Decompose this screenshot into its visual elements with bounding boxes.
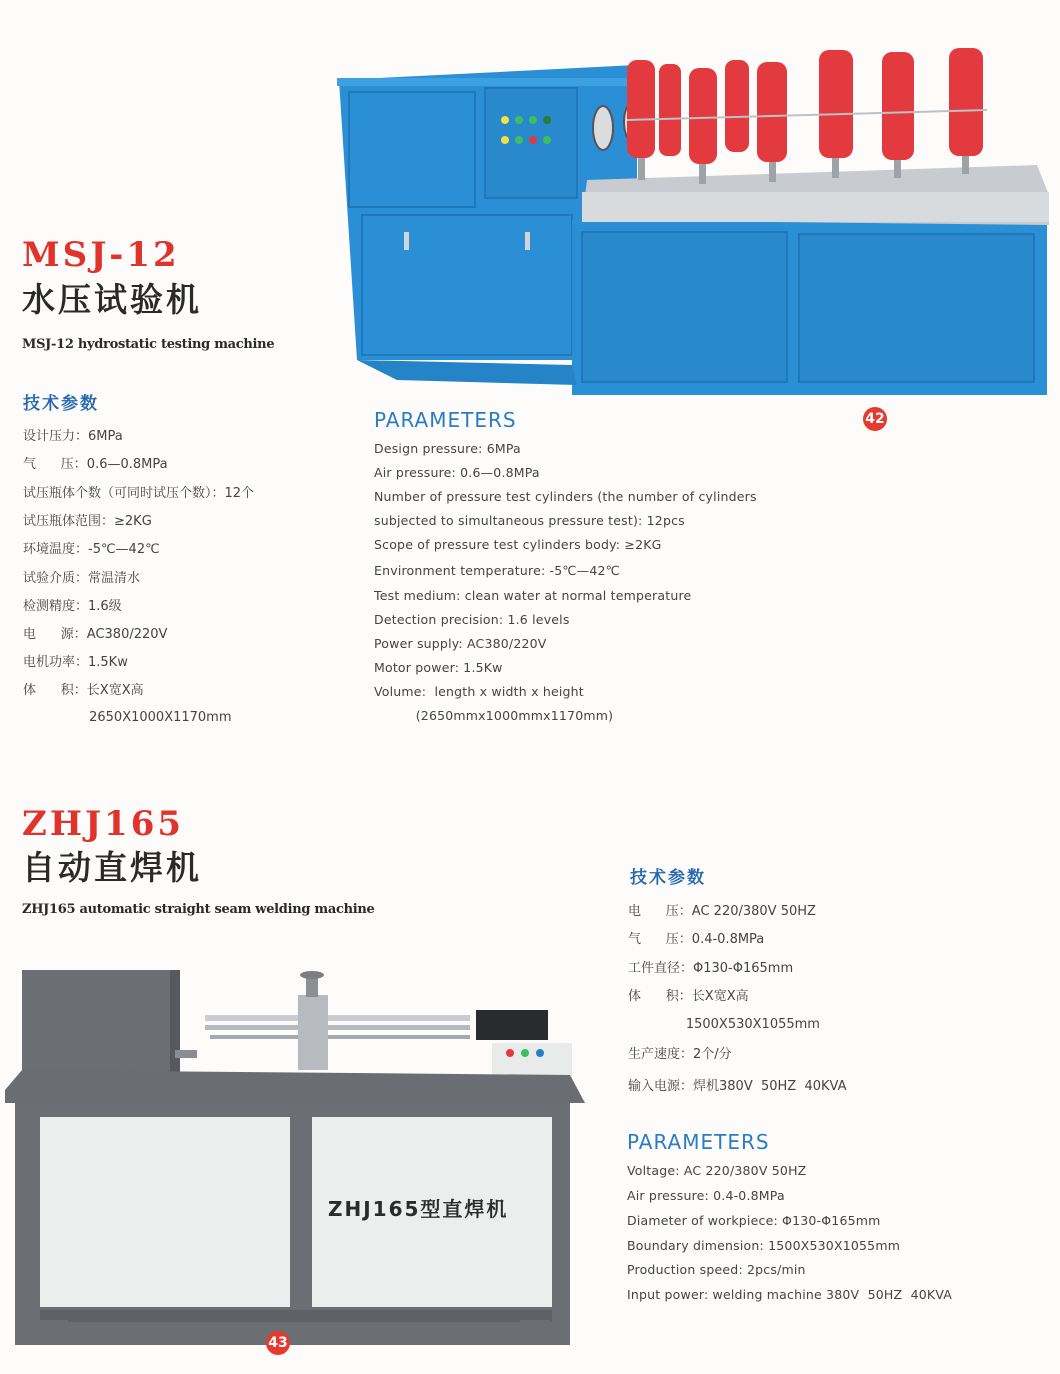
specs-en-heading: PARAMETERS	[374, 408, 517, 432]
spec-line: 设计压力：6MPa	[23, 429, 123, 444]
spec-line: 气 压：0.4-0.8MPa	[628, 932, 765, 947]
spec-line: subjected to simultaneous pressure test): 12pcs	[374, 513, 685, 528]
spec-line: 试压瓶体范围：≥2KG	[23, 514, 152, 529]
model-number: MSJ-12	[22, 235, 180, 275]
product-name-cn: 自动直焊机	[22, 848, 202, 887]
spec-line: Input power: welding machine 380V 50HZ 40KVA	[627, 1287, 953, 1302]
spec-line: 电 压：AC 220/380V 50HZ	[628, 904, 816, 919]
spec-line: Volume: length x width x height	[374, 684, 584, 699]
specs-cn-heading: 技术参数	[23, 394, 99, 414]
page-number-badge: 43	[266, 1331, 290, 1355]
page-number-badge: 42	[863, 407, 887, 431]
spec-line: Design pressure: 6MPa	[374, 441, 521, 456]
spec-line: 生产速度：2个/分	[628, 1047, 732, 1062]
spec-line: Number of pressure test cylinders (the number of cylinders	[374, 489, 757, 504]
spec-line: Test medium: clean water at normal temperature	[374, 588, 692, 603]
spec-line: Air pressure: 0.4-0.8MPa	[627, 1188, 785, 1203]
spec-line: Motor power: 1.5Kw	[374, 660, 503, 675]
spec-line: Scope of pressure test cylinders body: ≥2KG	[374, 537, 662, 552]
spec-line: Voltage: AC 220/380V 50HZ	[627, 1163, 807, 1178]
spec-line: Environment temperature: -5℃—42℃	[374, 563, 620, 578]
spec-line: 环境温度：-5℃—42℃	[23, 542, 160, 557]
spec-line: 输入电源：焊机380V 50HZ 40KVA	[628, 1079, 847, 1094]
spec-line: 体 积：长X宽X高	[23, 683, 144, 698]
spec-line: 试验介质：常温清水	[23, 571, 141, 586]
spec-line: Power supply: AC380/220V	[374, 636, 547, 651]
spec-line: Air pressure: 0.6—0.8MPa	[374, 465, 540, 480]
spec-line: 检测精度：1.6级	[23, 599, 122, 614]
spec-line: 2650X1000X1170mm	[23, 710, 232, 725]
msj12-machine-image	[337, 20, 1057, 400]
zhj165-machine-image	[0, 965, 590, 1370]
spec-line: Boundary dimension: 1500X530X1055mm	[627, 1238, 901, 1253]
spec-line: 工件直径：Φ130-Φ165mm	[628, 961, 794, 976]
spec-line: 1500X530X1055mm	[628, 1017, 820, 1032]
spec-line: (2650mmx1000mmx1170mm)	[374, 708, 614, 723]
spec-line: 体 积：长X宽X高	[628, 989, 749, 1004]
spec-line: 电 源：AC380/220V	[23, 627, 168, 642]
spec-line: 试压瓶体个数（可同时试压个数）：12个	[23, 486, 255, 501]
machine-panel-label: ZHJ165型直焊机	[328, 1197, 509, 1221]
model-number: ZHJ165	[22, 804, 185, 844]
spec-line: Production speed: 2pcs/min	[627, 1262, 806, 1277]
specs-en-heading: PARAMETERS	[627, 1130, 770, 1154]
spec-line: Diameter of workpiece: Φ130-Φ165mm	[627, 1213, 881, 1228]
spec-line: 电机功率：1.5Kw	[23, 655, 128, 670]
product-name-cn: 水压试验机	[22, 280, 202, 319]
product-name-en: ZHJ165 automatic straight seam welding machine	[22, 902, 375, 917]
spec-line: 气 压：0.6—0.8MPa	[23, 457, 168, 472]
specs-cn-heading: 技术参数	[630, 868, 706, 888]
product-name-en: MSJ-12 hydrostatic testing machine	[22, 337, 275, 352]
spec-line: Detection precision: 1.6 levels	[374, 612, 570, 627]
